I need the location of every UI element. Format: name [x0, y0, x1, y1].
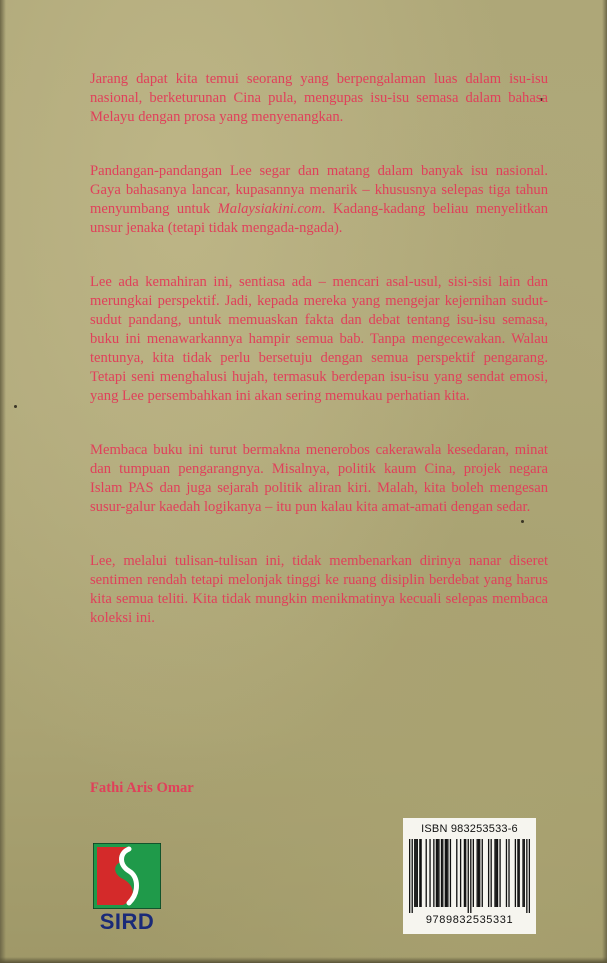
barcode-bar: [429, 839, 430, 907]
barcode-bar: [436, 839, 437, 907]
barcode-bar: [414, 839, 415, 907]
barcode-bar: [477, 839, 478, 907]
barcode-bar: [464, 839, 465, 907]
website-name: Malaysiakini.com: [217, 201, 322, 217]
barcode-bar: [409, 839, 410, 913]
barcode-bar: [491, 839, 492, 907]
paper-speck: [14, 405, 17, 408]
publisher-logo: [93, 843, 163, 934]
blurb-paragraph-3: Lee ada kemahiran ini, sentiasa ada – mencari asal-usul, sisi-sisi lain dan merungkai perspektif. Jadi, kepada mereka yang mengejar kejernihan sudut-sudut pandang, untuk memuaskan fakta dan debat tentang isu-isu semasa, buku ini menawarkannya hampir semua bab. Tanpa mengecewakan. Walau tentunya, kita tidak perlu bersetuju dengan semua perspektif pengarang. Tetapi seni menghalusi hujah, termasuk berdepan isu-isu yang sendat emosi, yang Lee persembahkan ini akan sering memukau perhatian kita.: [90, 274, 548, 404]
barcode-bar: [420, 839, 421, 907]
blurb-paragraph-2-part-1: Pandangan-pandangan Lee segar dan matang dalam banyak isu nasional. Gaya bahasanya lancar, kupasannya menarik – khususnya selepas tiga tahun menyumbang untuk: [90, 163, 548, 217]
barcode-bar: [426, 839, 427, 907]
blurb-paragraph-5: Lee, melalui tulisan-tulisan ini, tidak membenarkan dirinya nanar diseret sentimen rendah tetapi melonjak tinggi ke ruang disiplin berdebat yang harus kita semua teliti. Kita tidak mungkin menikmatinya kecuali selepas membaca koleksi ini.: [90, 553, 548, 626]
barcode-bar: [482, 839, 483, 907]
barcode-bar: [417, 839, 418, 907]
barcode-bar: [473, 839, 474, 907]
barcode-bar: [419, 839, 420, 907]
barcode-bar: [450, 839, 451, 907]
isbn-label: ISBN 983253533-6: [421, 823, 518, 835]
blurb-text: [90, 70, 548, 663]
barcode-bar: [522, 839, 523, 907]
barcode-bar: [468, 839, 469, 913]
cover-edge-right: [602, 0, 607, 963]
cover-edge-left: [0, 0, 6, 963]
barcode-bar: [442, 839, 443, 907]
barcode-bar: [524, 839, 525, 907]
barcode-bar: [456, 839, 457, 907]
barcode-bar: [494, 839, 495, 907]
barcode-bar: [515, 839, 516, 907]
barcode-bar: [497, 839, 498, 907]
ean-number: 9789832535331: [425, 914, 514, 926]
blurb-author: Fathi Aris Omar: [90, 780, 194, 796]
barcode-bar: [446, 839, 447, 907]
barcode-bar: [506, 839, 507, 907]
barcode-bar: [517, 839, 518, 907]
barcode-bar: [488, 839, 489, 907]
blurb-paragraph-4: Membaca buku ini turut bermakna menerobos cakerawala kesedaran, minat dan tumpuan pengarangnya. Misalnya, politik kaum Cina, projek negara Islam PAS dan juga sejarah politik aliran kiri. Malah, kita boleh mengesan susur-galur kaedah logikanya – itu pun kalau kita amat-amati dengan sedar.: [90, 442, 548, 515]
barcode-bar: [447, 839, 448, 907]
blurb-paragraph-2: [90, 162, 548, 238]
barcode-bar: [438, 839, 439, 907]
barcode-bar: [478, 839, 479, 907]
barcode-bar: [529, 839, 530, 913]
barcode-bar: [465, 839, 466, 907]
blurb-paragraph-1: Jarang dapat kita temui seorang yang berpengalaman luas dalam isu-isu nasional, berketurunan Cina pula, mengupas isu-isu semasa dalam bahasa Melayu dengan prosa yang menyenangkan.: [90, 71, 548, 125]
barcode-bar: [479, 839, 480, 907]
barcode-bar: [499, 839, 500, 907]
barcode-bar: [433, 839, 434, 907]
barcode-bar: [519, 839, 520, 907]
barcode-bar: [412, 839, 413, 913]
isbn-barcode: [403, 818, 536, 934]
barcode-bar: [470, 839, 471, 913]
publisher-logo-mark-icon: [93, 843, 161, 909]
barcode-bar: [508, 839, 509, 907]
barcode-bar: [415, 839, 416, 907]
blurb-paragraph-2-part-2: . Kadang-kadang beliau menyelitkan unsur jenaka (tetapi tidak mengada-ngada).: [90, 201, 548, 236]
publisher-name: SIRD: [99, 909, 155, 934]
barcode-bars: [409, 839, 530, 913]
barcode-bar: [437, 839, 438, 907]
cover-edge-bottom: [0, 957, 607, 963]
barcode-bar: [460, 839, 461, 907]
barcode-bar: [445, 839, 446, 907]
barcode-bar: [441, 839, 442, 907]
barcode-bar: [526, 839, 527, 913]
barcode-bar: [496, 839, 497, 907]
